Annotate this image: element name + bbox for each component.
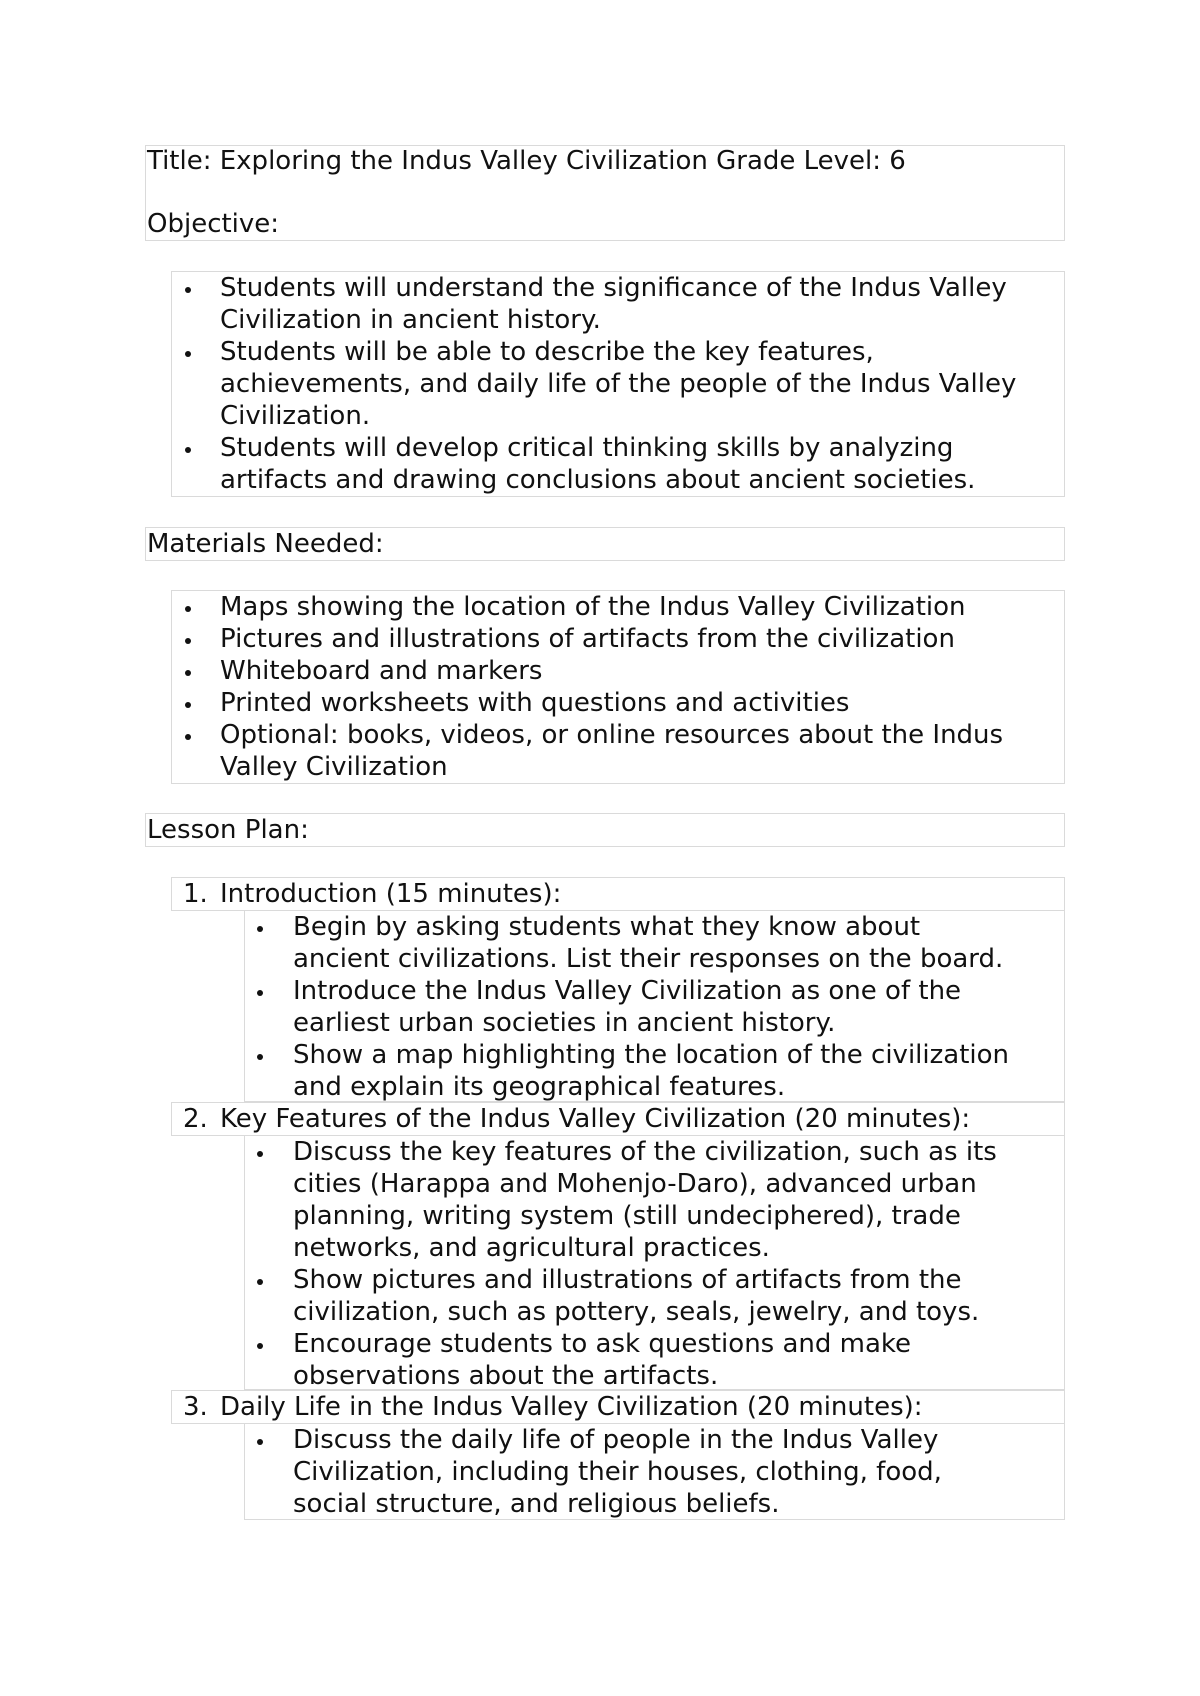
- lesson-step-number: 3.: [183, 1392, 208, 1422]
- lesson-item-line: and explain its geographical features.: [293, 1072, 786, 1102]
- bullet-icon: [185, 287, 191, 293]
- lesson-item-line: Begin by asking students what they know about: [293, 912, 921, 942]
- bullet-icon: [257, 1279, 263, 1285]
- lesson-item-line: ancient civilizations. List their responses on the board.: [293, 944, 1004, 974]
- bullet-icon: [185, 606, 191, 612]
- lesson-step-number: 2.: [183, 1104, 208, 1134]
- lesson-item-line: Show pictures and illustrations of artifacts from the: [293, 1265, 962, 1295]
- lesson-item-line: cities (Harappa and Mohenjo-Daro), advanced urban: [293, 1169, 977, 1199]
- lesson-item-line: networks, and agricultural practices.: [293, 1233, 770, 1263]
- objective-heading: Objective:: [147, 209, 280, 239]
- material-text-line: Printed worksheets with questions and activities: [220, 688, 850, 718]
- lesson-item-line: civilization, such as pottery, seals, jewelry, and toys.: [293, 1297, 980, 1327]
- lesson-item-line: planning, writing system (still undeciphered), trade: [293, 1201, 961, 1231]
- bullet-icon: [257, 1151, 263, 1157]
- material-text-line: Valley Civilization: [220, 752, 448, 782]
- bullet-icon: [257, 1054, 263, 1060]
- bullet-icon: [185, 447, 191, 453]
- lesson-item-line: Discuss the key features of the civilization, such as its: [293, 1137, 997, 1167]
- material-text-line: Optional: books, videos, or online resources about the Indus: [220, 720, 1004, 750]
- lesson-item-line: Encourage students to ask questions and make: [293, 1329, 912, 1359]
- bullet-icon: [185, 351, 191, 357]
- bullet-icon: [185, 702, 191, 708]
- objective-text-line: achievements, and daily life of the people of the Indus Valley: [220, 369, 1017, 399]
- objective-text-line: Students will develop critical thinking skills by analyzing: [220, 433, 954, 463]
- lesson-item-line: Introduce the Indus Valley Civilization as one of the: [293, 976, 962, 1006]
- bullet-icon: [257, 926, 263, 932]
- lesson-item-line: observations about the artifacts.: [293, 1361, 719, 1391]
- material-text-line: Pictures and illustrations of artifacts from the civilization: [220, 624, 955, 654]
- bullet-icon: [185, 670, 191, 676]
- lesson-plan-heading: Lesson Plan:: [147, 815, 309, 845]
- lesson-item-line: earliest urban societies in ancient history.: [293, 1008, 836, 1038]
- objective-text-line: Civilization.: [220, 401, 371, 431]
- lesson-step-title: Key Features of the Indus Valley Civilization (20 minutes):: [220, 1104, 971, 1134]
- objective-text-line: Students will be able to describe the key features,: [220, 337, 874, 367]
- lesson-item-line: Discuss the daily life of people in the Indus Valley: [293, 1425, 939, 1455]
- bullet-icon: [185, 734, 191, 740]
- lesson-step-title: Introduction (15 minutes):: [220, 879, 562, 909]
- objective-text-line: Civilization in ancient history.: [220, 305, 601, 335]
- lesson-item-line: social structure, and religious beliefs.: [293, 1489, 780, 1519]
- bullet-icon: [257, 990, 263, 996]
- objective-text-line: Students will understand the significance of the Indus Valley: [220, 273, 1007, 303]
- lesson-step-title: Daily Life in the Indus Valley Civilization (20 minutes):: [220, 1392, 923, 1422]
- objective-text-line: artifacts and drawing conclusions about ancient societies.: [220, 465, 976, 495]
- lesson-step-number: 1.: [183, 879, 208, 909]
- lesson-item-line: Show a map highlighting the location of the civilization: [293, 1040, 1010, 1070]
- bullet-icon: [257, 1439, 263, 1445]
- materials-heading: Materials Needed:: [147, 529, 384, 559]
- lesson-item-line: Civilization, including their houses, clothing, food,: [293, 1457, 942, 1487]
- bullet-icon: [185, 638, 191, 644]
- bullet-icon: [257, 1343, 263, 1349]
- material-text-line: Maps showing the location of the Indus Valley Civilization: [220, 592, 966, 622]
- title-line: Title: Exploring the Indus Valley Civilization Grade Level: 6: [147, 146, 906, 176]
- material-text-line: Whiteboard and markers: [220, 656, 543, 686]
